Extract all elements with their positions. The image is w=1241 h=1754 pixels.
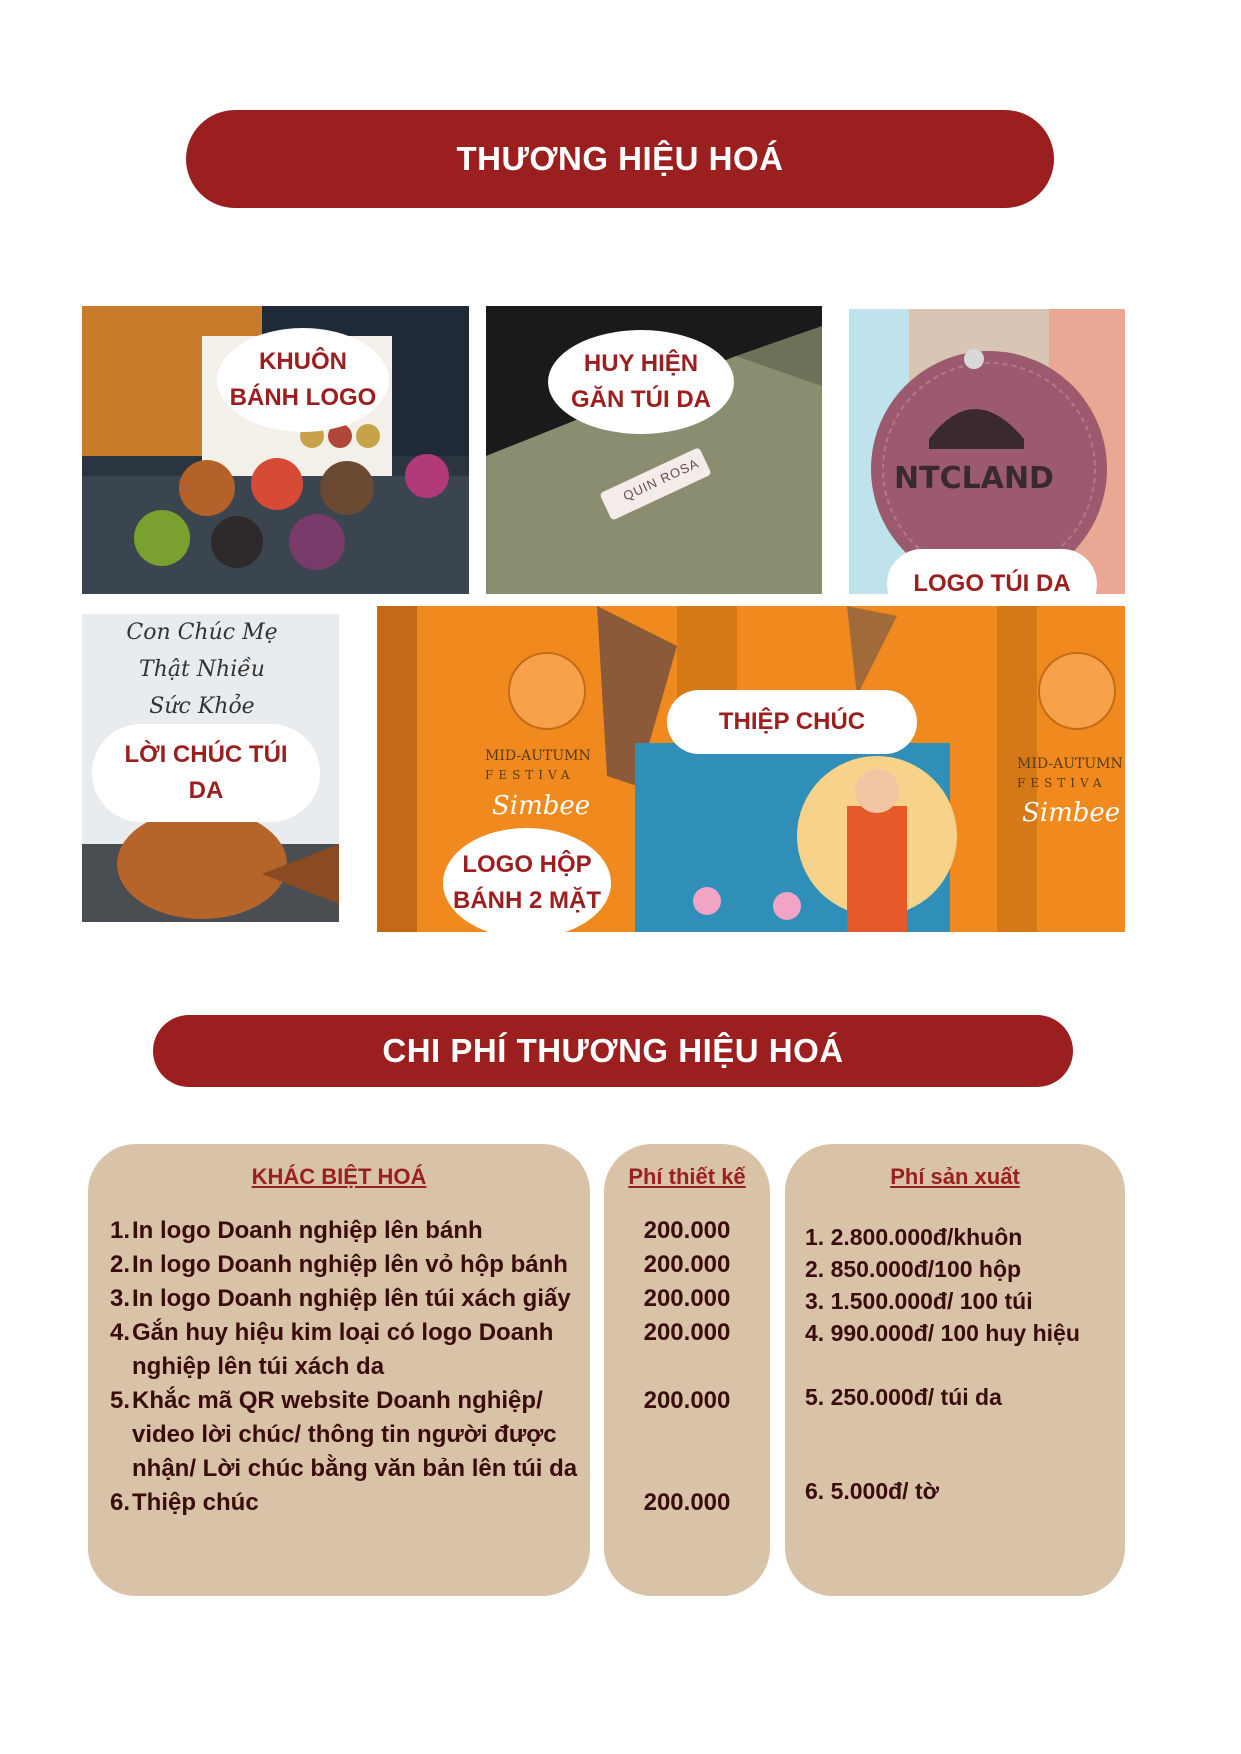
box-text-right: MID-AUTUMN: [1017, 756, 1123, 772]
item-number: 1.: [805, 1224, 825, 1250]
label-mooncake-mold: KHUÔN BÁNH LOGO: [217, 328, 389, 432]
list-item: [106, 1248, 586, 1282]
photo-engraving: [82, 614, 339, 922]
item-number: 4.: [109, 1319, 130, 1346]
box-brand-right: Simbee: [1022, 798, 1121, 828]
item-number: 5.: [805, 1384, 825, 1410]
box-text-left: MID-AUTUMN: [485, 748, 591, 764]
label-box-logo: LOGO HỘP BÁNH 2 MẶT: [443, 828, 611, 932]
item-number: 4.: [805, 1320, 825, 1346]
photo-gift-boxes: [377, 606, 1125, 932]
photo-mooncake-molds: [82, 306, 469, 594]
item-text: Thiệp chúc: [132, 1489, 259, 1516]
panel-differentiation: [88, 1144, 590, 1596]
item-text: Gắn huy hiệu kim loại có logo Doanh: [132, 1319, 554, 1346]
production-fee-row: [805, 1256, 1021, 1283]
item-number: 3.: [805, 1288, 825, 1314]
badge-text: QUIN ROSA: [620, 455, 702, 504]
label-leather-logo: LOGO TÚI DA: [887, 549, 1097, 594]
item-text: Khắc mã QR website Doanh nghiệp/: [132, 1387, 543, 1414]
section-title-costs: CHI PHÍ THƯƠNG HIỆU HOÁ: [153, 1015, 1073, 1087]
item-text: nhận/ Lời chúc bằng văn bản lên túi da: [132, 1455, 578, 1482]
list-item: [106, 1316, 586, 1384]
box-brand-left: Simbee: [492, 791, 591, 821]
item-text: In logo Doanh nghiệp lên vỏ hộp bánh: [132, 1251, 568, 1278]
production-fee-value: 2.800.000đ/khuôn: [830, 1224, 1023, 1250]
panel-production-fee: [785, 1144, 1125, 1596]
differentiation-title: KHÁC BIỆT HOÁ: [251, 1164, 427, 1189]
production-fee-row: [805, 1478, 939, 1505]
label-bag-badge: HUY HIỆN GĂN TÚI DA: [548, 330, 734, 434]
design-fee-value: 200.000: [643, 1217, 731, 1244]
box-subtext-left: FESTIVA: [485, 768, 575, 782]
panel-design-fee: [604, 1144, 770, 1596]
production-fee-value: 250.000đ/ túi da: [830, 1384, 1002, 1410]
photo-bag-badge: [486, 306, 822, 594]
design-fee-value: 200.000: [643, 1489, 731, 1516]
design-fee-value: 200.000: [643, 1319, 731, 1346]
list-item: [106, 1486, 586, 1520]
item-number: 2.: [109, 1251, 130, 1278]
engraving-note: Con Chúc Mẹ Thật Nhiều Sức Khỏe: [126, 620, 278, 719]
item-number: 6.: [805, 1478, 825, 1504]
design-fee-value: 200.000: [643, 1387, 731, 1414]
production-fee-value: 990.000đ/ 100 huy hiệu: [830, 1320, 1080, 1346]
list-item: [106, 1384, 586, 1486]
item-number: 1.: [109, 1217, 130, 1244]
box-subtext-right: FESTIVA: [1017, 776, 1107, 790]
production-fee-value: 5.000đ/ tờ: [830, 1478, 939, 1504]
design-fee-title: Phí thiết kế: [628, 1164, 746, 1189]
section-title-branding: THƯƠNG HIỆU HOÁ: [186, 110, 1054, 208]
label-engraving: LỜI CHÚC TÚI DA: [92, 724, 320, 822]
item-number: 3.: [109, 1285, 130, 1312]
production-fee-value: 850.000đ/100 hộp: [830, 1256, 1022, 1282]
keychain-brand-text: NTCLAND: [894, 461, 1054, 496]
item-text: In logo Doanh nghiệp lên túi xách giấy: [132, 1285, 571, 1312]
list-item: [106, 1214, 586, 1248]
item-number: 6.: [109, 1489, 130, 1516]
design-fee-value: 200.000: [643, 1251, 731, 1278]
production-fee-row: [805, 1288, 1033, 1315]
item-text: nghiệp lên túi xách da: [132, 1353, 385, 1380]
label-greeting-card: THIỆP CHÚC: [667, 690, 917, 754]
design-fee-value: 200.000: [643, 1285, 731, 1312]
item-text: video lời chúc/ thông tin người được: [132, 1421, 557, 1448]
production-fee-row: [805, 1224, 1022, 1251]
item-number: 2.: [805, 1256, 825, 1282]
photo-keychain: [849, 309, 1125, 594]
production-fee-row: [805, 1320, 1080, 1347]
production-fee-row: [805, 1384, 1002, 1411]
production-fee-value: 1.500.000đ/ 100 túi: [830, 1288, 1033, 1314]
list-item: [106, 1282, 586, 1316]
item-number: 5.: [109, 1387, 130, 1414]
item-text: In logo Doanh nghiệp lên bánh: [132, 1217, 483, 1244]
production-fee-title: Phí sản xuất: [890, 1164, 1020, 1189]
